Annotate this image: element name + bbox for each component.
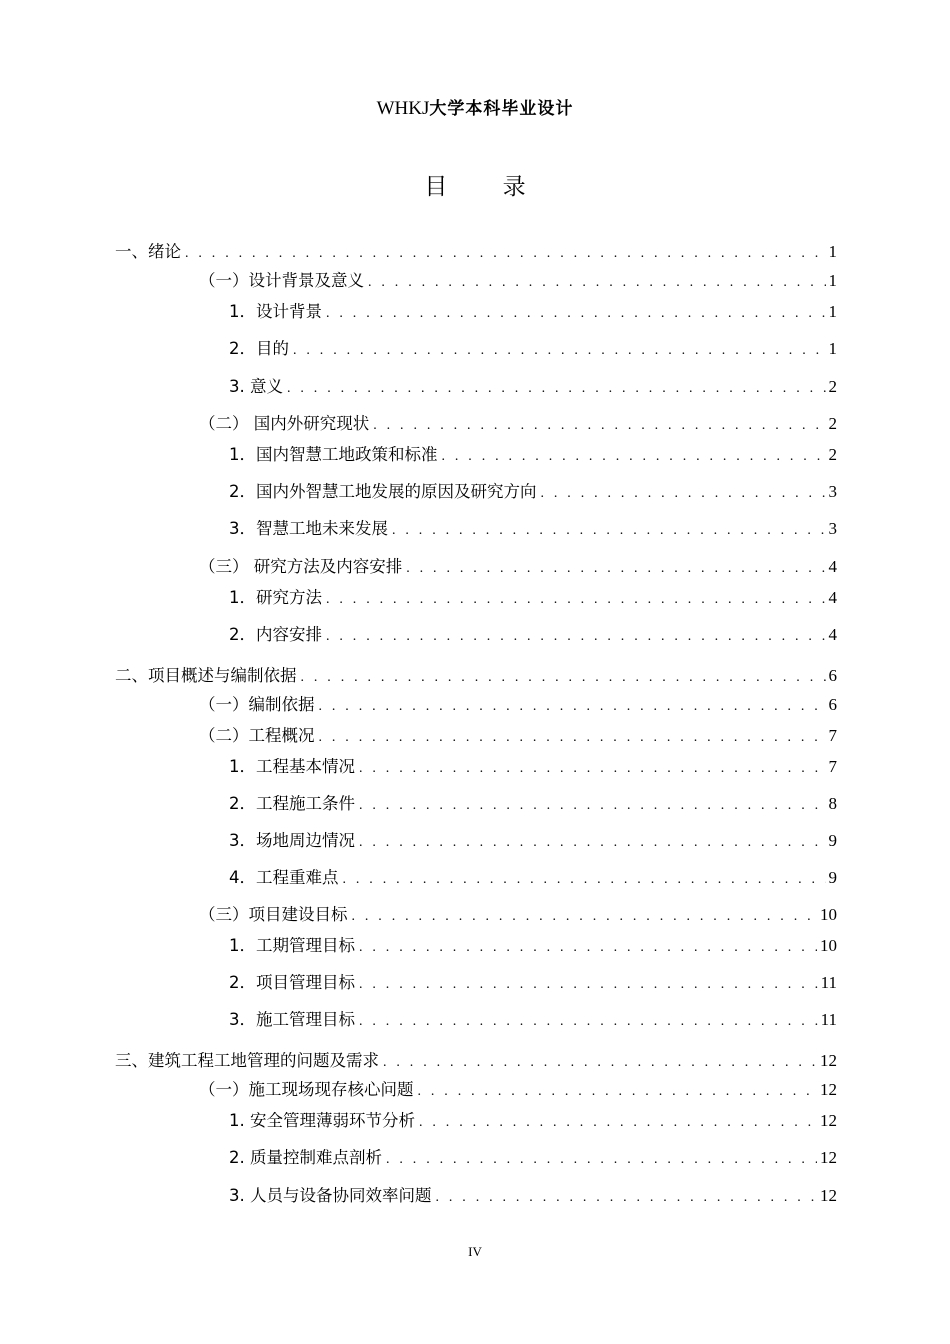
toc-entry-label: （三） 研究方法及内容安排 — [199, 557, 403, 576]
toc-entry-label: 1．研究方法 — [229, 588, 322, 607]
toc-entry[interactable] — [229, 792, 837, 816]
toc-leader-dots — [406, 557, 825, 581]
page-number-footer: IV — [468, 1244, 482, 1259]
toc-leader-dots — [319, 726, 826, 750]
toc-leader-dots — [326, 625, 826, 649]
toc-leader-dots — [359, 794, 826, 818]
toc-entry-label: （一）施工现场现存核心问题 — [199, 1080, 414, 1099]
toc-entry[interactable] — [199, 693, 837, 717]
toc-entry-page: 3 — [828, 482, 837, 501]
toc-entry[interactable] — [199, 269, 837, 293]
toc-entry[interactable] — [229, 1146, 837, 1170]
toc-entry-page: 1 — [828, 271, 837, 290]
toc-entry-label: 2. 质量控制难点剖析 — [229, 1148, 382, 1167]
toc-entry-page: 12 — [820, 1186, 837, 1205]
toc-entry-page: 1 — [828, 242, 837, 261]
toc-entry-label: 1．工程基本情况 — [229, 757, 355, 776]
toc-leader-dots — [301, 666, 826, 690]
toc-entry[interactable] — [229, 443, 837, 467]
toc-leader-dots — [185, 242, 826, 266]
toc-leader-dots — [392, 519, 826, 543]
toc-entry[interactable] — [229, 1008, 837, 1032]
toc-leader-dots — [359, 831, 826, 855]
toc-entry[interactable] — [199, 1078, 837, 1102]
toc-entry[interactable] — [229, 1184, 837, 1208]
toc-leader-dots — [541, 482, 826, 506]
header-latin: WHKJ — [376, 98, 430, 119]
toc-entry-page: 7 — [828, 757, 837, 776]
toc-leader-dots — [343, 868, 826, 892]
toc-entry[interactable] — [229, 866, 837, 890]
toc-leader-dots — [359, 757, 826, 781]
toc-entry-page: 6 — [828, 666, 837, 685]
toc-entry[interactable] — [229, 375, 837, 399]
toc-entry[interactable] — [115, 1049, 837, 1073]
toc-entry-page: 1 — [828, 339, 837, 358]
toc-entry-label: 1．工期管理目标 — [229, 936, 355, 955]
toc-entry[interactable] — [115, 664, 837, 688]
toc-entry[interactable] — [199, 724, 837, 748]
toc-entry-page: 8 — [828, 794, 837, 813]
toc-entry[interactable] — [229, 934, 837, 958]
toc-entry-label: 3. 人员与设备协同效率问题 — [229, 1186, 432, 1205]
toc-entry[interactable] — [229, 480, 837, 504]
toc-entry-page: 6 — [828, 695, 837, 714]
page-title: 目 录 — [424, 174, 550, 200]
toc-entry[interactable] — [229, 623, 837, 647]
toc-entry[interactable] — [229, 586, 837, 610]
toc-entry-label: 3．智慧工地未来发展 — [229, 519, 388, 538]
toc-entry-page: 4 — [828, 625, 837, 644]
toc-leader-dots — [383, 1051, 817, 1075]
toc-leader-dots — [359, 936, 817, 960]
toc-leader-dots — [436, 1186, 818, 1210]
toc-entry-page: 11 — [820, 1010, 837, 1029]
toc-entry-page: 4 — [828, 557, 837, 576]
toc-entry[interactable] — [229, 755, 837, 779]
toc-entry-label: 2．内容安排 — [229, 625, 322, 644]
toc-entry-label: 4．工程重难点 — [229, 868, 339, 887]
toc-entry[interactable] — [199, 903, 837, 927]
toc-entry-label: 三、建筑工程工地管理的问题及需求 — [115, 1051, 379, 1070]
toc-entry-page: 12 — [820, 1148, 837, 1167]
toc-entry-page: 12 — [820, 1111, 837, 1130]
toc-leader-dots — [368, 271, 826, 295]
toc-entry-page: 3 — [828, 519, 837, 538]
toc-leader-dots — [359, 973, 818, 997]
toc-leader-dots — [352, 905, 818, 929]
toc-entry[interactable] — [229, 300, 837, 324]
toc-entry-label: 一、绪论 — [115, 242, 181, 261]
toc-entry-label: （一）设计背景及意义 — [199, 271, 364, 290]
toc-leader-dots — [418, 1080, 818, 1104]
toc-leader-dots — [386, 1148, 817, 1172]
toc-entry-label: 二、项目概述与编制依据 — [115, 666, 297, 685]
toc-entry-page: 12 — [820, 1080, 837, 1099]
toc-entry-label: 3. 意义 — [229, 377, 283, 396]
toc-entry-label: 2．项目管理目标 — [229, 973, 355, 992]
toc-entry-label: （二）工程概况 — [199, 726, 315, 745]
toc-entry-page: 9 — [828, 868, 837, 887]
toc-entry[interactable] — [229, 337, 837, 361]
toc-entry[interactable] — [115, 240, 837, 264]
toc-entry-label: 3．施工管理目标 — [229, 1010, 355, 1029]
toc-entry-label: 1．国内智慧工地政策和标准 — [229, 445, 438, 464]
toc-entry-label: （一）编制依据 — [199, 695, 315, 714]
toc-entry-page: 12 — [820, 1051, 837, 1070]
toc-entry-page: 4 — [828, 588, 837, 607]
toc-entry-page: 2 — [828, 414, 837, 433]
toc-entry-page: 10 — [820, 905, 837, 924]
toc-entry-label: 1．设计背景 — [229, 302, 322, 321]
toc-leader-dots — [293, 339, 826, 363]
toc-leader-dots — [373, 414, 825, 438]
toc-entry-label: （三）项目建设目标 — [199, 905, 348, 924]
toc-leader-dots — [442, 445, 826, 469]
toc-entry-label: 2．工程施工条件 — [229, 794, 355, 813]
toc-entry-page: 1 — [828, 302, 837, 321]
toc-entry-label: 2．目的 — [229, 339, 289, 358]
toc-entry-page: 2 — [828, 377, 837, 396]
toc-entry-label: （二） 国内外研究现状 — [199, 414, 370, 433]
toc-entry-page: 9 — [828, 831, 837, 850]
toc-entry-page: 10 — [820, 936, 837, 955]
toc-entry[interactable] — [229, 971, 837, 995]
toc-entry[interactable] — [199, 412, 837, 436]
toc-entry[interactable] — [229, 829, 837, 853]
toc-entry-label: 1. 安全管理薄弱环节分析 — [229, 1111, 415, 1130]
toc-leader-dots — [319, 695, 826, 719]
toc-leader-dots — [326, 588, 826, 612]
header-chinese: 大学本科毕业设计 — [429, 99, 574, 119]
toc-entry[interactable] — [199, 555, 837, 579]
toc-leader-dots — [326, 302, 826, 326]
toc-entry-label: 2．国内外智慧工地发展的原因及研究方向 — [229, 482, 537, 501]
toc-entry-page: 2 — [828, 445, 837, 464]
toc-entry-label: 3．场地周边情况 — [229, 831, 355, 850]
toc-leader-dots — [419, 1111, 817, 1135]
toc-entry[interactable] — [229, 1109, 837, 1133]
toc-entry[interactable] — [229, 517, 837, 541]
toc-leader-dots — [359, 1010, 818, 1034]
running-header — [0, 96, 950, 121]
toc-entry-page: 7 — [828, 726, 837, 745]
toc-leader-dots — [287, 377, 826, 401]
toc-entry-page: 11 — [820, 973, 837, 992]
